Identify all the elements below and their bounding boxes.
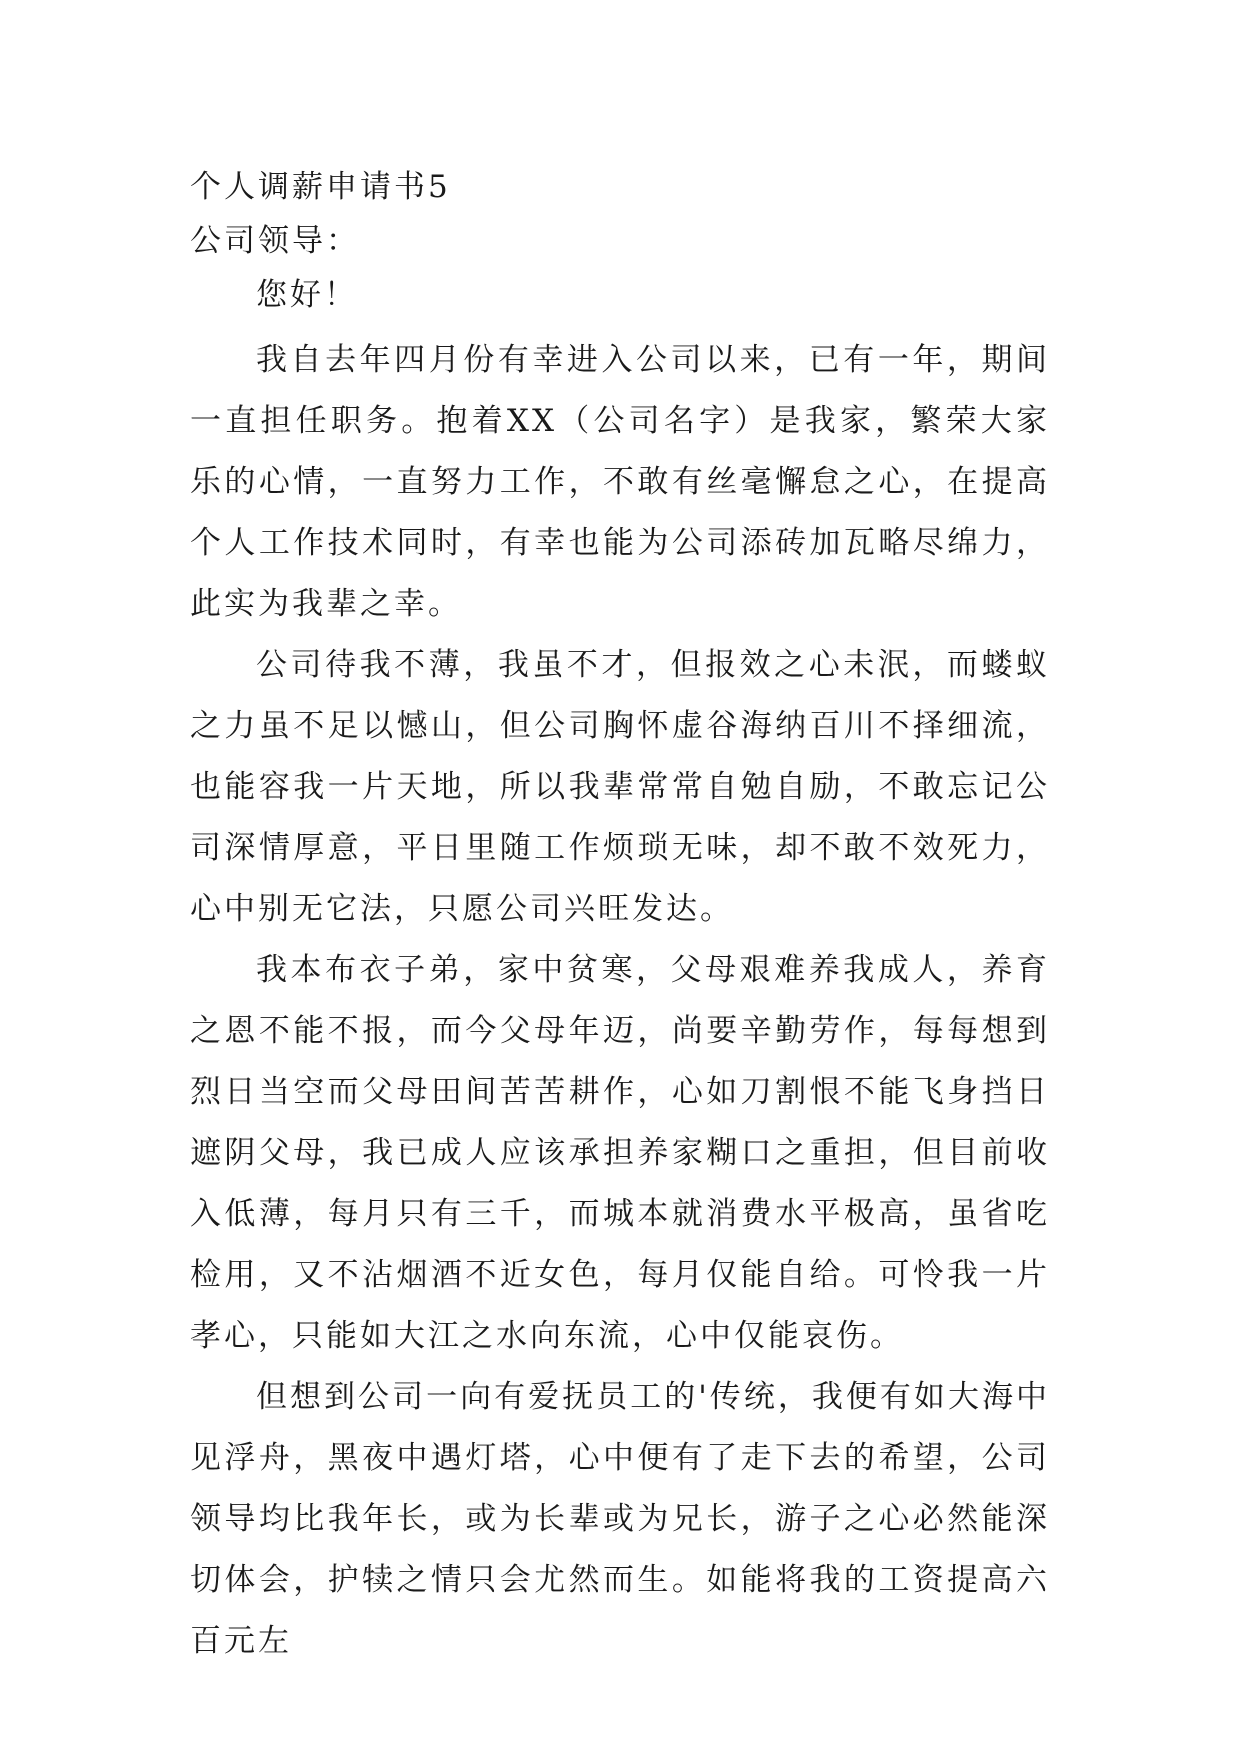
- paragraph: 我本布衣子弟，家中贫寒，父母艰难养我成人，养育之恩不能不报，而今父母年迈，尚要辛勤劳作，每每想到烈日当空而父母田间苦苦耕作，心如刀割恨不能飞身挡日遮阴父母，我已成人应该承担养家糊口之重担，但目前收入低薄，每月只有三千，而城本就消费水平极高，虽省吃检用，又不沾烟酒不近女色，每月仅能自给。可怜我一片孝心，只能如大江之水向东流，心中仅能哀伤。: [190, 952, 1050, 1354]
- salutation: 公司领导：: [190, 223, 360, 259]
- document-title: 个人调薪申请书5: [190, 169, 451, 205]
- paragraph: 公司待我不薄，我虽不才，但报效之心未泯，而蝼蚁之力虽不足以憾山，但公司胸怀虚谷海纳百川不择细流，也能容我一片天地，所以我辈常常自勉自励，不敢忘记公司深情厚意，平日里随工作烦琐无味，却不敢不效死力，心中别无它法，只愿公司兴旺发达。: [190, 647, 1050, 927]
- document-body: [190, 160, 1050, 1672]
- paragraph: 我自去年四月份有幸进入公司以来，已有一年，期间一直担任职务。抱着XX（公司名字）是我家，繁荣大家乐的心情，一直努力工作，不敢有丝毫懈怠之心，在提高个人工作技术同时，有幸也能为公司添砖加瓦略尽绵力，此实为我辈之幸。: [190, 342, 1050, 622]
- greeting: 您好！: [256, 277, 358, 313]
- paragraph: 但想到公司一向有爱抚员工的'传统，我便有如大海中见浮舟，黑夜中遇灯塔，心中便有了走下去的希望，公司领导均比我年长，或为长辈或为兄长，游子之心必然能深切体会，护犊之情只会尤然而生。如能将我的工资提高六百元左: [190, 1379, 1050, 1659]
